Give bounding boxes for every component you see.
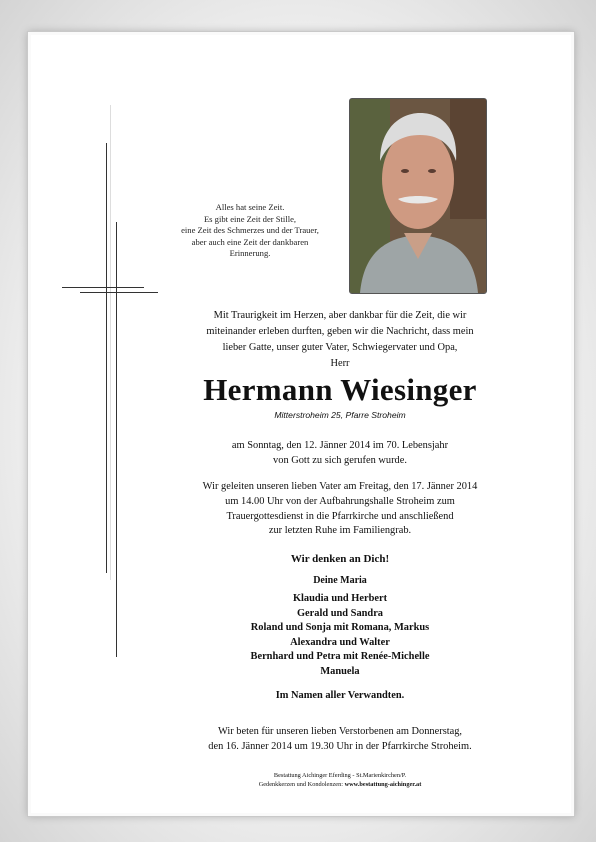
wife-name: Deine Maria <box>313 575 367 586</box>
salutation: Herr <box>330 358 350 369</box>
family-member: Bernhard und Petra mit Renée-Michelle <box>250 651 430 663</box>
deceased-name: Hermann Wiesinger <box>203 372 477 407</box>
intro-line: Mit Traurigkeit im Herzen, aber dankbar für die Zeit, die wir <box>213 310 467 321</box>
death-line: von Gott zu sich gerufen wurde. <box>273 455 407 466</box>
family-member: Gerald und Sandra <box>296 607 384 619</box>
funeral-line: um 14.00 Uhr von der Aufbahrungshalle Stroheim zum <box>225 495 455 507</box>
prayer-line: Wir beten für unseren lieben Verstorbenen am Donnerstag, <box>217 726 463 737</box>
quote-line: Es gibt eine Zeit der Stille, <box>203 213 297 224</box>
funeral-details <box>140 480 540 539</box>
quote-line: eine Zeit des Schmerzes und der Trauer, <box>181 225 319 236</box>
portrait-illustration <box>350 99 486 293</box>
cross-shadow-line <box>110 105 111 580</box>
family-member: Klaudia und Herbert <box>292 593 388 604</box>
intro-line: miteinander erleben durften, geben wir die Nachricht, dass mein <box>206 326 474 337</box>
funeral-line: Trauergottesdienst in die Pfarrkirche und anschließend <box>226 510 454 522</box>
quote-line: aber auch eine Zeit der dankbaren <box>191 236 309 247</box>
family-member: Roland und Sonja mit Romana, Markus <box>250 622 430 634</box>
intro-text <box>140 308 540 356</box>
footer-company: Bestattung Aichinger Eferding - St.Marienkirchen/P. <box>273 772 407 779</box>
cross-icon-horizontal-top <box>62 287 144 288</box>
prayer-notice <box>140 724 540 754</box>
footer-contact <box>140 781 540 790</box>
memorial-quote <box>150 202 350 260</box>
cross-icon-horizontal-bottom <box>80 292 158 293</box>
deceased-address: Mitterstroheim 25, Pfarre Stroheim <box>274 410 406 420</box>
family-list <box>140 592 540 680</box>
portrait-photo <box>349 98 487 294</box>
cross-icon-vertical-left <box>106 143 107 573</box>
family-member: Alexandra und Walter <box>290 636 390 648</box>
funeral-line: zur letzten Ruhe im Familiengrab. <box>268 525 412 537</box>
death-notice <box>140 438 540 468</box>
footer-contact-label: Gedenkkerzen und Kondolenzen: <box>258 780 345 788</box>
death-line: am Sonntag, den 12. Jänner 2014 im 70. Lebensjahr <box>231 440 449 451</box>
remembrance-heading: Wir denken an Dich! <box>290 553 390 565</box>
intro-line: lieber Gatte, unser guter Vater, Schwiegervater und Opa, <box>222 342 458 353</box>
relatives-line: Im Namen aller Verwandten. <box>275 690 405 701</box>
prayer-line: den 16. Jänner 2014 um 19.30 Uhr in der Pfarrkirche Stroheim. <box>208 741 472 752</box>
funeral-line: Wir geleiten unseren lieben Vater am Freitag, den 17. Jänner 2014 <box>202 481 478 492</box>
funeral-home-footer <box>140 772 540 789</box>
quote-line: Erinnerung. <box>229 248 271 259</box>
quote-line: Alles hat seine Zeit. <box>215 202 285 212</box>
footer-website-link[interactable]: www.bestattung-aichinger.at <box>344 780 422 788</box>
family-member: Manuela <box>320 665 360 677</box>
